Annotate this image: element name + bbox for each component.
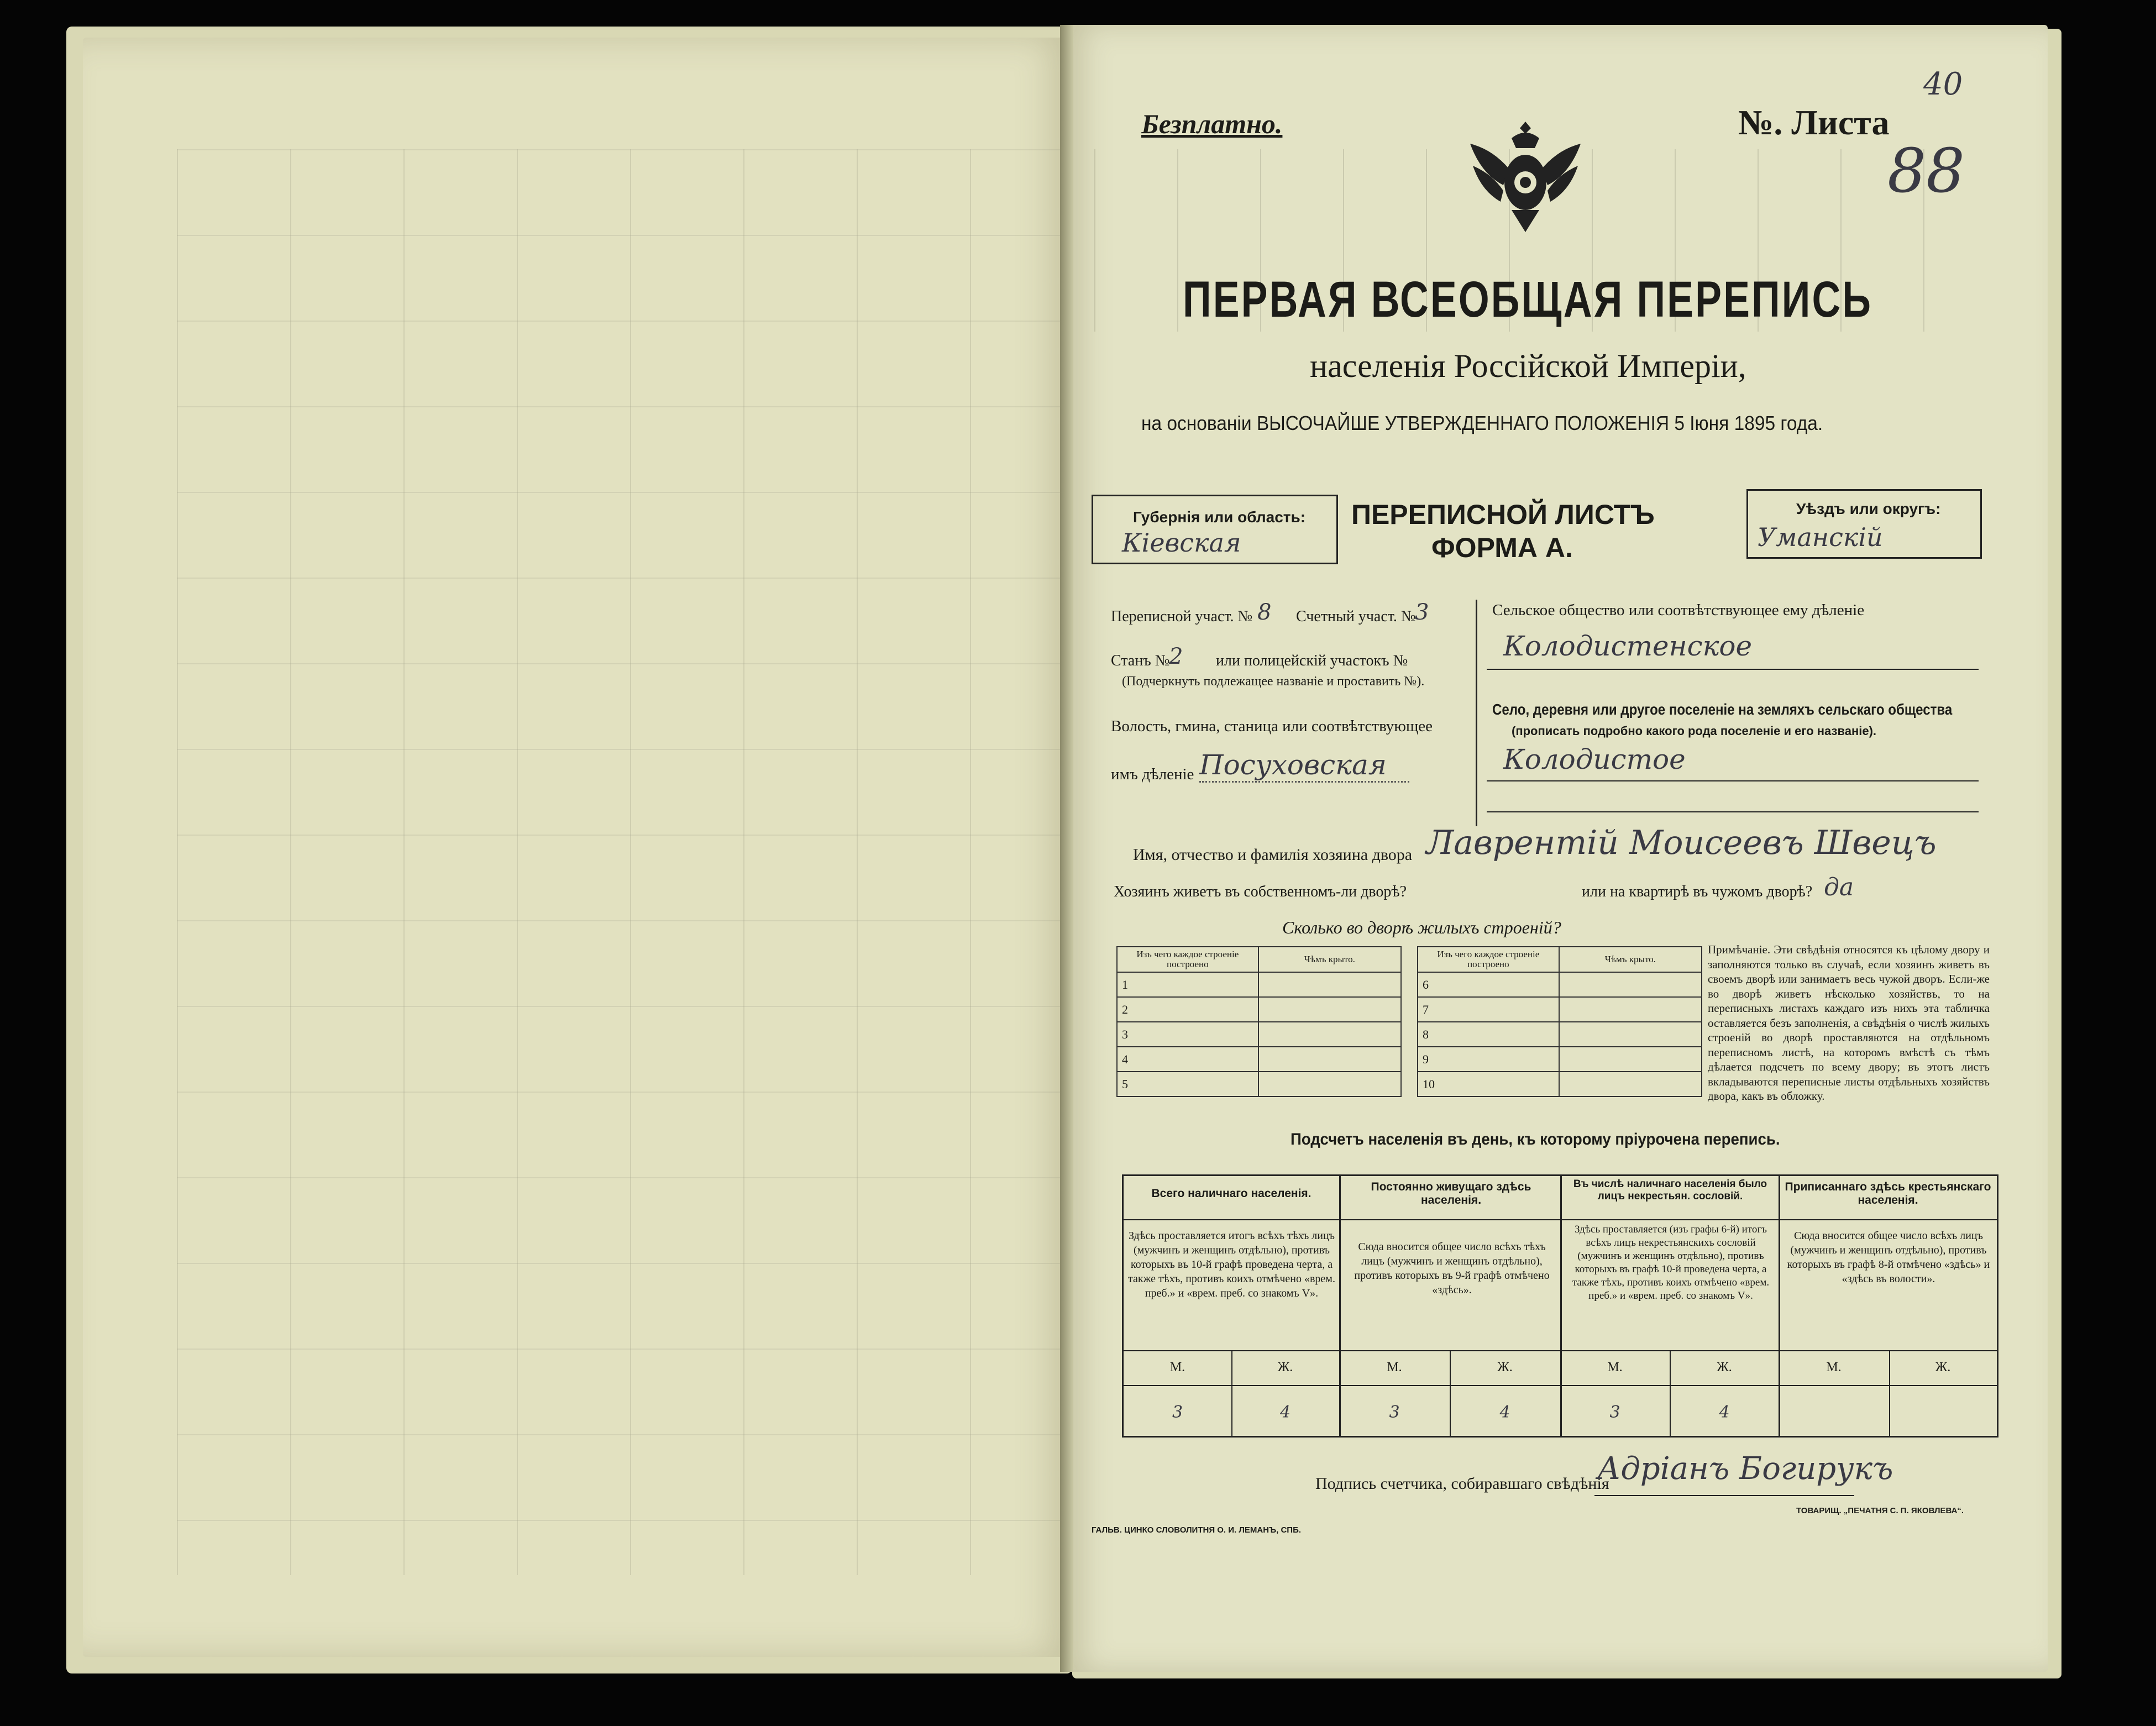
society-value: Колодистенское	[1503, 630, 1753, 662]
owner-name-value: Лаврентій Моисеевъ Швецъ	[1426, 823, 1937, 862]
sheet-number-value: 88	[1887, 135, 1965, 206]
volost-value: Посуховская	[1199, 749, 1409, 783]
signature-label: Подпись счетчика, собиравшаго свѣдѣнія	[1315, 1475, 1609, 1493]
gubernia-value: Кіевская	[1122, 528, 1241, 558]
village-rule-2	[1487, 811, 1979, 812]
left-page-ghost-grid	[177, 149, 1061, 1575]
printer-imprint-right: ТОВАРИЩ. „ПЕЧАТНЯ С. П. ЯКОВЛЕВА“.	[1796, 1506, 1964, 1515]
pop-col-1-m: 3	[1172, 1403, 1183, 1422]
table-row: 3 8	[1117, 1022, 1702, 1047]
pop-col-2-m: 3	[1389, 1403, 1400, 1422]
table-row: 2 7	[1117, 997, 1702, 1022]
gubernia-label: Губернія или область:	[1133, 508, 1306, 526]
census-title: ПЕРВАЯ ВСЕОБЩАЯ ПЕРЕПИСЬ	[1183, 271, 1873, 328]
owner-or-label: или на квартирѣ въ чужомъ дворѣ?	[1582, 883, 1813, 900]
double-headed-eagle-emblem	[1459, 105, 1592, 238]
volost-label-1: Волость, гмина, станица или соотвѣтствующее	[1111, 717, 1433, 735]
book-spine	[1060, 25, 1073, 1672]
col-built: Изъ чего каждое строеніе построено	[1117, 947, 1258, 972]
stan-label: Станъ №	[1111, 652, 1170, 669]
buildings-question: Сколько во дворѣ жилыхъ строеній?	[1282, 917, 1561, 937]
society-rule	[1487, 669, 1979, 670]
pop-col-3-head: Въ числѣ наличнаго населенія было лицъ некрестьян. сословій.	[1573, 1178, 1767, 1202]
signature-rule	[1594, 1495, 1854, 1496]
village-value: Колодистое	[1503, 743, 1686, 775]
census-decree: на основаніи ВЫСОЧАЙШЕ УТВЕРЖДЕННАГО ПОЛОЖЕНІЯ 5 Іюня 1895 года.	[1141, 412, 1823, 434]
printer-imprint-left: ГАЛЬВ. ЦИНКО СЛОВОЛИТНЯ О. И. ЛЕМАНЪ, СПБ.	[1092, 1525, 1302, 1535]
buildings-table	[1116, 946, 1702, 1097]
stan-value: 2	[1169, 644, 1183, 669]
volost-label-2: имъ дѣленіе	[1111, 765, 1194, 783]
pop-col-3-f: 4	[1719, 1403, 1730, 1422]
pop-col-1-f: 4	[1279, 1403, 1291, 1422]
col-roof-2: Чѣмъ крыто.	[1559, 947, 1702, 972]
population-table: Всего наличнаго населенія. Здѣсь проставляется итогъ всѣхъ тѣхъ лицъ (мужчинъ и женщинъ отдѣльно), противъ которыхъ въ 10-й графѣ проведена черта, а также тѣхъ, противъ коихъ отмѣчено «врем. преб.» и «врем. преб. со знакомъ V». М. Ж. 3 4 Постоянно живущаго здѣсь населенія. Сюда вносится общее число всѣхъ тѣхъ лицъ (мужчинъ и женщинъ отдѣльно), противъ которыхъ въ 9-й графѣ отмѣчено «здѣсь». М. Ж. 3 4 Въ числѣ наличнаго населенія было лицъ некрестьян. сословій. Здѣсь проставляется (изъ графы 6-й) итогъ всѣхъ лицъ некрестьянскихъ сословій (мужчинъ и женщинъ отдѣльно), противъ которыхъ въ графѣ 10-й проведена черта, а также тѣхъ, противъ коихъ отмѣчено «врем. преб.» и «врем. преб. со знакомъ V». М. Ж. 3 4 Приписаннаго здѣсь крестьянскаго населенія. Сюда вносится общее число всѣхъ лицъ (мужчинъ и женщинъ отдѣльно), противъ которыхъ въ графѣ 8-й отмѣчено «здѣсь» и «здѣсь въ волости». М. Ж.	[1122, 1174, 1998, 1438]
pop-col-3-m: 3	[1609, 1403, 1620, 1422]
table-row: 1 6	[1117, 972, 1702, 997]
society-label: Сельское общество или соотвѣтствующее ему дѣленіе	[1492, 601, 1865, 619]
uezd-value: Уманскій	[1758, 522, 1883, 552]
owner-lives-value: да	[1824, 873, 1854, 901]
table-row: 5 10	[1117, 1072, 1702, 1097]
census-area-value: 8	[1257, 600, 1272, 625]
stan-note: (Подчеркнуть подлежащее названіе и проставить №).	[1122, 674, 1425, 689]
signature-value: Адріанъ Богирукъ	[1597, 1451, 1893, 1487]
pop-col-2-desc: Сюда вносится общее число всѣхъ тѣхъ лицъ (мужчинъ и женщинъ отдѣльно), противъ которыхъ въ 9-й графѣ отмѣчено «здѣсь».	[1354, 1241, 1550, 1296]
pop-col-3-desc: Здѣсь проставляется (изъ графы 6-й) итогъ всѣхъ лицъ некрестьянскихъ сословій (мужчинъ и женщинъ отдѣльно), противъ которыхъ въ графѣ 10-й проведена черта, а также тѣхъ, противъ коихъ отмѣчено «врем. преб.» и «врем. преб. со знакомъ V».	[1572, 1224, 1770, 1302]
form-title: ПЕРЕПИСНОЙ ЛИСТЪ	[1351, 499, 1655, 530]
village-rule-1	[1487, 780, 1979, 781]
pop-col-2-head: Постоянно живущаго здѣсь населенія.	[1371, 1181, 1531, 1206]
pop-col-1-desc: Здѣсь проставляется итогъ всѣхъ тѣхъ лицъ (мужчинъ и женщинъ отдѣльно), противъ которыхъ въ 10-й графѣ проведена черта, а также тѣхъ, противъ коихъ отмѣчено «врем. преб.» и «врем. преб. со знакомъ V».	[1128, 1230, 1335, 1299]
owner-lives-label: Хозяинъ живетъ въ собственномъ-ли дворѣ?	[1114, 883, 1407, 900]
free-label: Безплатно.	[1141, 108, 1283, 139]
police-label: или полицейскій участокъ №	[1216, 652, 1408, 669]
pop-col-4-head: Приписаннаго здѣсь крестьянскаго населенія.	[1785, 1181, 1991, 1206]
count-area-value: 3	[1415, 600, 1429, 625]
fields-divider	[1476, 600, 1477, 826]
village-note: (прописать подробно какого рода поселеніе и его названіе).	[1512, 724, 1877, 738]
count-area-label: Счетный участ. №	[1296, 608, 1416, 625]
col-roof: Чѣмъ крыто.	[1258, 947, 1401, 972]
pop-col-2-f: 4	[1499, 1403, 1510, 1422]
sheet-number-label: №. Листа	[1738, 103, 1890, 142]
pop-col-4-desc: Сюда вносится общее число всѣхъ лицъ (мужчинъ и женщинъ отдѣльно), противъ которыхъ въ графѣ 8-й отмѣчено «здѣсь» и «здѣсь въ волости».	[1787, 1230, 1990, 1285]
uezd-label: Уѣздъ или округъ:	[1796, 500, 1941, 517]
buildings-note: Примѣчаніе. Эти свѣдѣнія относятся къ цѣлому двору и заполняются только въ случаѣ, если хозяинъ живетъ въ своемъ дворѣ или занимаетъ весь чужой дворъ. Если-же во дворѣ живетъ нѣсколько хозяйствъ, то на переписныхъ листахъ каждаго изъ нихъ эта табличка оставляется безъ заполненія, а свѣдѣнія о числѣ жилыхъ строеній во дворѣ проставляются на отдѣльномъ переписномъ листѣ, на которомъ вмѣстѣ съ тѣмъ дѣлается подсчетъ по всему двору; въ этотъ листъ вкладываются переписные листы отдѣльныхъ хозяйствъ двора, какъ въ обложку.	[1708, 943, 1990, 1103]
village-label: Село, деревня или другое поселеніе на земляхъ сельскаго общества	[1492, 701, 1953, 718]
corner-note: 40	[1923, 66, 1963, 102]
population-title: Подсчетъ населенія въ день, къ которому пріурочена перепись.	[1291, 1130, 1780, 1148]
pop-col-1-head: Всего наличнаго населенія.	[1151, 1187, 1312, 1200]
owner-name-label: Имя, отчество и фамилія хозяина двора	[1133, 846, 1413, 864]
table-row: 4 9	[1117, 1047, 1702, 1072]
census-area-label: Переписной участ. №	[1111, 608, 1253, 625]
census-subtitle: населенія Россійской Имперіи,	[1310, 348, 1746, 384]
col-built-2: Изъ чего каждое строеніе построено	[1418, 947, 1559, 972]
form-subtitle: ФОРМА А.	[1431, 532, 1573, 563]
